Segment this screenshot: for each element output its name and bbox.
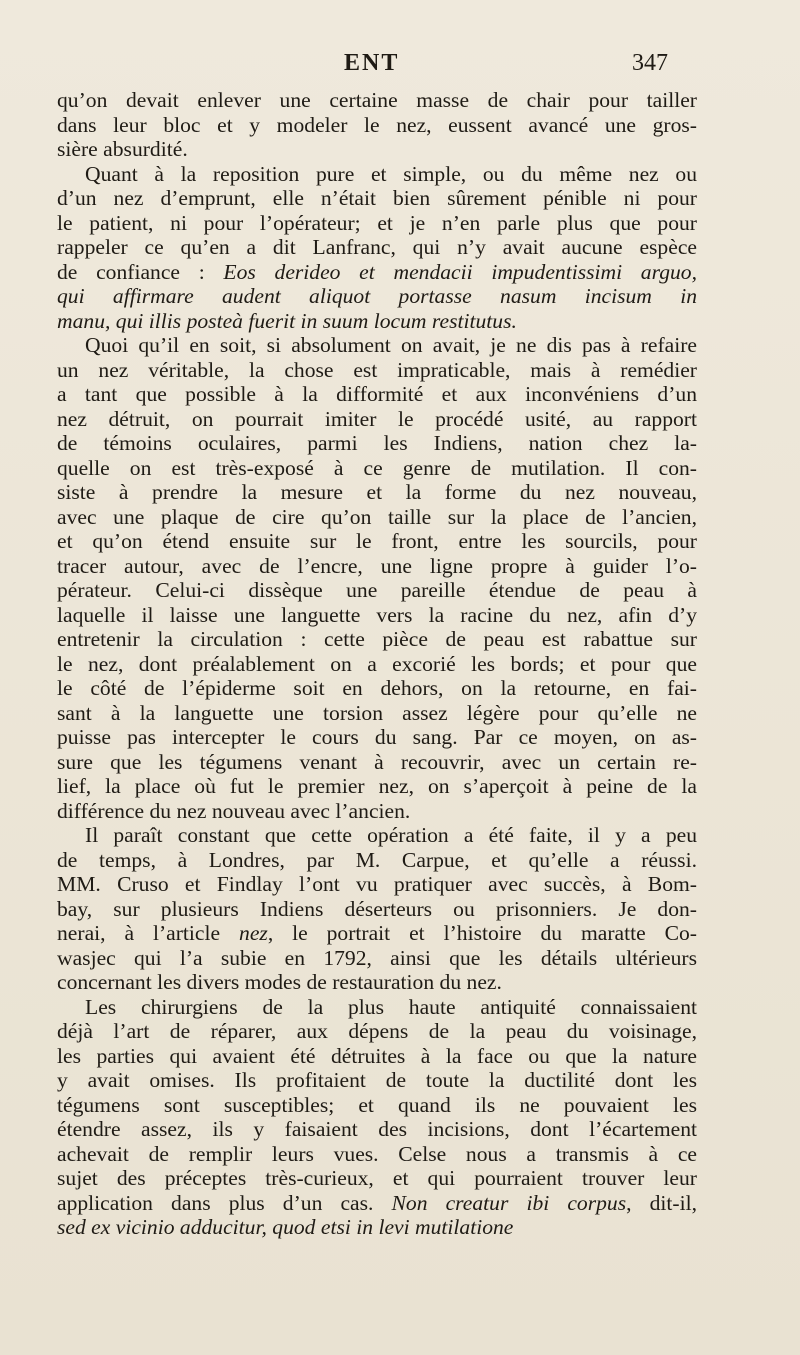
text-run: sant à la languette une torsion assez légère pour qu’elle ne xyxy=(57,700,697,725)
text-line xyxy=(57,970,697,995)
italic-text: Non creatur ibi corpus xyxy=(391,1190,627,1215)
text-line xyxy=(57,186,697,211)
text-line xyxy=(57,603,697,628)
text-line xyxy=(57,358,697,383)
text-line xyxy=(57,799,697,824)
text-line xyxy=(57,284,697,309)
text-run: Il paraît constant que cette opération a été faite, il y a peu xyxy=(85,823,697,847)
text-line xyxy=(57,529,697,554)
text-run: sujet des préceptes très-curieux, et qui pourraient trouver leur xyxy=(57,1166,697,1190)
text-run: rappeler ce qu’en a dit Lanfranc, qui n’y avait aucune espèce xyxy=(57,235,697,259)
text-line xyxy=(57,1142,697,1167)
text-line xyxy=(57,774,697,799)
text-run: nez détruit, on pourrait imiter le procédé usité, au rapport xyxy=(57,406,697,431)
text-line xyxy=(57,382,697,407)
text-line xyxy=(57,113,697,138)
italic-text: manu, qui illis posteà fuerit in suum locum restitutus. xyxy=(57,308,517,333)
text-run: siste à prendre la mesure et la forme du nez nouveau, xyxy=(57,480,697,504)
text-line xyxy=(57,1093,697,1118)
text-run: Quoi qu’il en soit, si absolument on avait, je ne dis pas à refaire xyxy=(85,333,697,357)
paragraph xyxy=(57,823,697,995)
text-line xyxy=(57,1044,697,1069)
italic-text: qui affirmare audent aliquot portasse nasum incisum in xyxy=(57,284,697,308)
text-run: lief, la place où fut le premier nez, on s’aperçoit à peine de la xyxy=(57,774,697,798)
running-head: ENT xyxy=(344,50,400,76)
text-run: puisse pas intercepter le cours du sang. Par ce moyen, on as- xyxy=(57,725,697,749)
text-line xyxy=(57,750,697,775)
text-line xyxy=(57,921,697,946)
text-run: de temps, à Londres, par M. Carpue, et qu’elle a réussi. xyxy=(57,847,697,872)
text-run: déjà l’art de réparer, aux dépens de la peau du voisinage, xyxy=(57,1019,697,1043)
paragraph xyxy=(57,88,697,162)
text-run: nerai, à l’article xyxy=(57,921,240,945)
text-run: tégumens sont susceptibles; et quand ils ne pouvaient les xyxy=(57,1092,697,1117)
text-line xyxy=(57,701,697,726)
text-line xyxy=(57,946,697,971)
text-line xyxy=(57,897,697,922)
text-line xyxy=(57,260,697,285)
italic-text: Eos derideo et mendacii impudentissimi arguo, xyxy=(223,259,697,284)
text-run: sière absurdité. xyxy=(57,137,188,161)
page-number: 347 xyxy=(632,50,668,76)
text-line xyxy=(57,431,697,456)
text-run: dans leur bloc et y modeler le nez, eussent avancé une gros- xyxy=(57,112,697,137)
paragraph xyxy=(57,162,697,334)
text-line xyxy=(57,505,697,530)
text-run: , dit-il, xyxy=(626,1190,697,1215)
text-line xyxy=(57,333,697,358)
text-run: et qu’on étend ensuite sur le front, entre les sourcils, pour xyxy=(57,529,697,553)
text-line xyxy=(57,211,697,236)
text-line xyxy=(57,872,697,897)
paragraph xyxy=(57,333,697,823)
text-line xyxy=(57,823,697,848)
text-run: les parties qui avaient été détruites à la face ou que la nature xyxy=(57,1043,697,1068)
text-line xyxy=(57,235,697,260)
text-line xyxy=(57,995,697,1020)
italic-text: nez xyxy=(239,921,268,945)
text-run: concernant les divers modes de restauration du nez. xyxy=(57,970,502,994)
text-run: pérateur. Celui-ci dissèque une pareille étendue de peau à xyxy=(57,578,697,602)
text-run: un nez véritable, la chose est impraticable, mais à remédier xyxy=(57,357,697,382)
page-header xyxy=(0,50,800,86)
text-run: , le portrait et l’histoire du maratte Co- xyxy=(267,921,697,945)
text-run: de témoins oculaires, parmi les Indiens, nation chez la- xyxy=(57,431,697,455)
text-line xyxy=(57,1215,697,1240)
text-line xyxy=(57,137,697,162)
text-run: y avait omises. Ils profitaient de toute la ductilité dont les xyxy=(57,1068,697,1092)
text-line xyxy=(57,848,697,873)
text-run: avec une plaque de cire qu’on taille sur la place de l’ancien, xyxy=(57,504,697,529)
text-run: wasjec qui l’a subie en 1792, ainsi que les détails ultérieurs xyxy=(57,945,697,970)
text-line xyxy=(57,1019,697,1044)
text-line xyxy=(57,309,697,334)
text-line xyxy=(57,480,697,505)
text-line xyxy=(57,456,697,481)
text-run: d’un nez d’emprunt, elle n’était bien sûrement pénible ni pour xyxy=(57,186,697,210)
text-run: le patient, ni pour l’opérateur; et je n’en parle plus que pour xyxy=(57,210,697,235)
text-run: Quant à la reposition pure et simple, ou du même nez ou xyxy=(85,161,697,186)
text-line xyxy=(57,725,697,750)
text-run: application dans plus d’un cas. xyxy=(57,1190,392,1215)
text-run: le côté de l’épiderme soit en dehors, on la retourne, en fai- xyxy=(57,676,697,700)
text-line xyxy=(57,1068,697,1093)
text-run: le nez, dont préalablement on a excorié les bords; et pour que xyxy=(57,651,697,676)
text-line xyxy=(57,88,697,113)
text-line xyxy=(57,652,697,677)
text-line xyxy=(57,1191,697,1216)
text-line xyxy=(57,578,697,603)
text-run: a tant que possible à la difformité et aux inconvéniens d’un xyxy=(57,382,697,406)
paragraph xyxy=(57,995,697,1240)
text-run: Les chirurgiens de la plus haute antiquité connaissaient xyxy=(85,994,697,1019)
text-line xyxy=(57,627,697,652)
text-run: entretenir la circulation : cette pièce de peau est rabattue sur xyxy=(57,627,697,651)
text-line xyxy=(57,407,697,432)
text-line xyxy=(57,554,697,579)
text-line xyxy=(57,1117,697,1142)
text-line xyxy=(57,676,697,701)
text-run: bay, sur plusieurs Indiens déserteurs ou prisonniers. Je don- xyxy=(57,896,697,921)
text-run: MM. Cruso et Findlay l’ont vu pratiquer avec succès, à Bom- xyxy=(57,872,697,896)
body-text xyxy=(57,88,697,1240)
italic-text: sed ex vicinio adducitur, quod etsi in levi mutilatione xyxy=(57,1215,514,1239)
text-run: sure que les tégumens venant à recouvrir, avec un certain re- xyxy=(57,749,697,774)
text-run: étendre assez, ils y faisaient des incisions, dont l’écartement xyxy=(57,1117,697,1141)
text-run: différence du nez nouveau avec l’ancien. xyxy=(57,798,411,823)
text-run: tracer autour, avec de l’encre, une ligne propre à guider l’o- xyxy=(57,553,697,578)
text-run: de confiance : xyxy=(57,259,224,284)
text-run: quelle on est très-exposé à ce genre de mutilation. Il con- xyxy=(57,455,697,480)
text-run: qu’on devait enlever une certaine masse de chair pour tailler xyxy=(57,88,697,112)
text-line xyxy=(57,162,697,187)
text-run: laquelle il laisse une languette vers la racine du nez, afin d’y xyxy=(57,602,697,627)
text-line xyxy=(57,1166,697,1191)
text-run: achevait de remplir leurs vues. Celse nous a transmis à ce xyxy=(57,1141,697,1166)
